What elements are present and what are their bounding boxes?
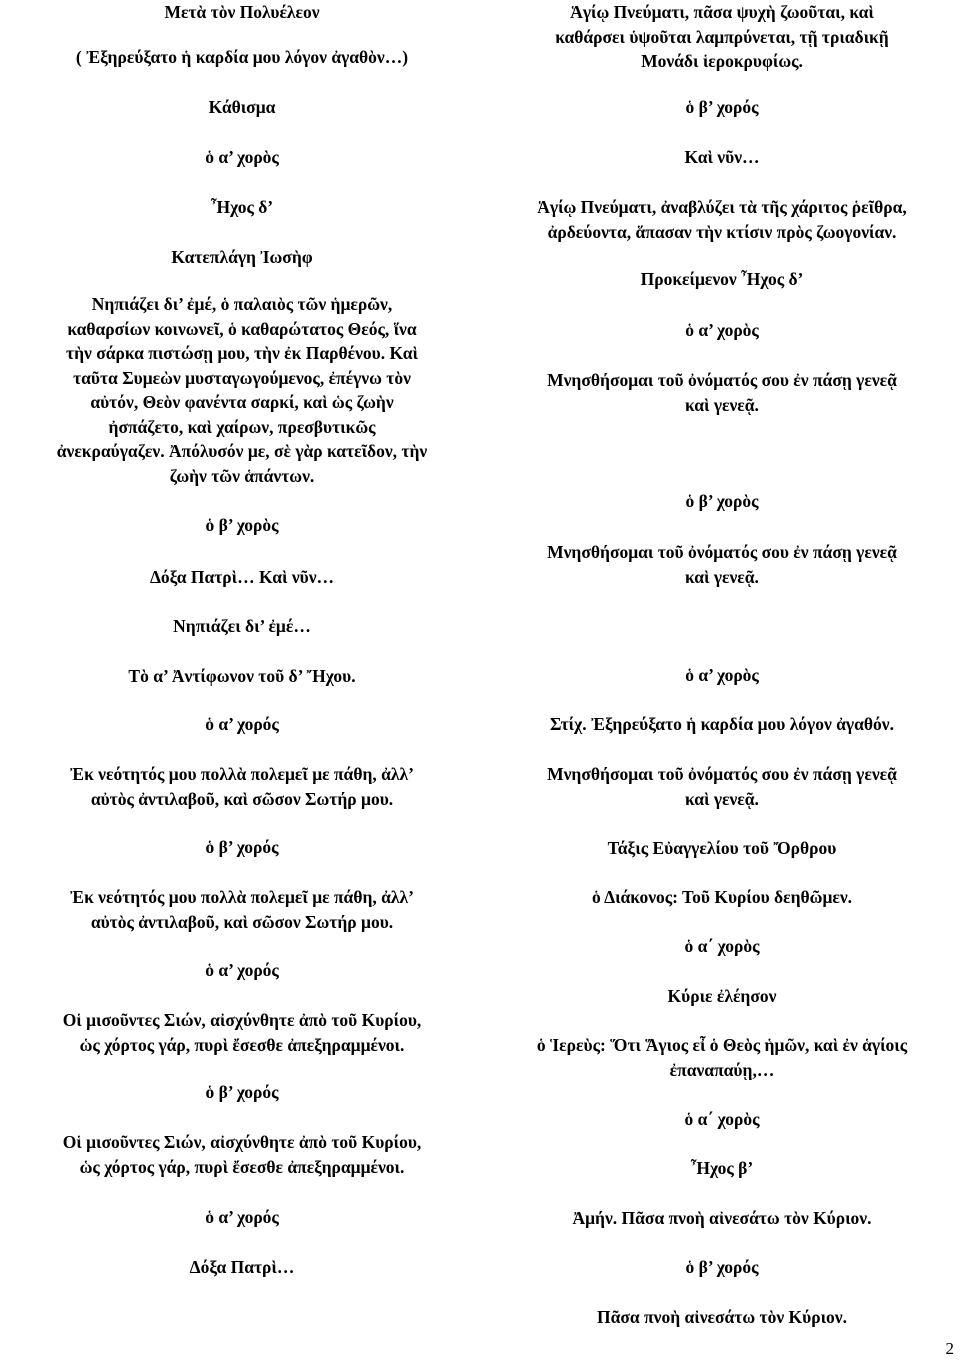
text-line: Προκείμενον Ἦχος δ’ bbox=[640, 269, 804, 289]
text-line: Νηπιάζει δι’ ἐμέ… bbox=[173, 616, 311, 636]
text-line: ὁ β’ χορός bbox=[205, 837, 279, 857]
text-line: καὶ γενεᾷ. bbox=[685, 394, 759, 415]
text-line: Κάθισμα bbox=[208, 97, 276, 117]
right-paragraph bbox=[484, 885, 960, 910]
right-paragraph bbox=[484, 0, 960, 74]
text-line: Μνησθήσομαι τοῦ ὀνόματός σου ἐν πάσῃ γενεᾷ bbox=[547, 370, 897, 390]
left-paragraph bbox=[0, 762, 484, 811]
text-line: ὁ Διάκονος: Τοῦ Κυρίου δεηθῶμεν. bbox=[591, 887, 853, 907]
right-paragraph bbox=[484, 195, 960, 244]
text-line: τὴν σάρκα πιστώσῃ μου, τὴν ἐκ Παρθένου. Καὶ bbox=[66, 343, 418, 363]
text-line: Ἦχος δ’ bbox=[210, 197, 274, 217]
left-paragraph bbox=[0, 1008, 484, 1057]
left-paragraph bbox=[0, 95, 484, 120]
right-paragraph bbox=[484, 145, 960, 170]
page-number: 2 bbox=[945, 1339, 954, 1358]
text-line: ὡς χόρτος γάρ, πυρὶ ἔσεσθε ἀπεξηραμμένοι. bbox=[79, 1034, 405, 1055]
text-line: Κατεπλάγη Ἰωσὴφ bbox=[171, 247, 313, 267]
text-line: ὁ α’ χορὸς bbox=[685, 665, 759, 685]
left-paragraph bbox=[0, 45, 484, 70]
text-line: Δόξα Πατρὶ… bbox=[189, 1257, 295, 1277]
text-line: ὁ α’ χορός bbox=[205, 960, 279, 980]
text-line: ( Ἐξηρεύξατο ἡ καρδία μου λόγον ἀγαθὸν…) bbox=[75, 47, 409, 67]
text-line: καὶ γενεᾷ. bbox=[685, 566, 759, 587]
text-line: ὁ β’ χορός bbox=[205, 1082, 279, 1102]
text-line: Μνησθήσομαι τοῦ ὀνόματός σου ἐν πάσῃ γενεᾷ bbox=[547, 764, 897, 784]
left-paragraph bbox=[0, 513, 484, 538]
text-line: Ἦχος β’ bbox=[690, 1158, 754, 1178]
text-line: Οἱ μισοῦντες Σιών, αἰσχύνθητε ἀπὸ τοῦ Κυρίου, bbox=[62, 1132, 422, 1152]
text-line: ἐπαναπαύῃ,… bbox=[669, 1059, 775, 1080]
text-line: ὡς χόρτος γάρ, πυρὶ ἔσεσθε ἀπεξηραμμένοι. bbox=[79, 1156, 405, 1177]
text-line: Τὸ α’ Ἀντίφωνον τοῦ δ’ Ἤχου. bbox=[128, 666, 356, 686]
right-paragraph bbox=[484, 712, 960, 737]
right-paragraph bbox=[484, 934, 960, 959]
left-paragraph bbox=[0, 1130, 484, 1179]
left-paragraph bbox=[0, 245, 484, 270]
text-line: Μνησθήσομαι τοῦ ὀνόματός σου ἐν πάσῃ γενεᾷ bbox=[547, 542, 897, 562]
left-paragraph bbox=[0, 958, 484, 983]
right-paragraph bbox=[484, 368, 960, 417]
text-line: ὁ α’ χορὸς bbox=[205, 147, 279, 167]
text-line: ὁ β’ χορὸς bbox=[205, 515, 279, 535]
text-line: ἀνεκραύγαζεν. Ἀπόλυσόν με, σὲ γὰρ κατεῖδον, τὴν bbox=[56, 441, 428, 461]
text-line: ὁ α΄ χορὸς bbox=[684, 936, 760, 956]
left-paragraph bbox=[0, 712, 484, 737]
right-paragraph bbox=[484, 318, 960, 343]
text-line: Ἀμήν. Πᾶσα πνοὴ αἰνεσάτω τὸν Κύριον. bbox=[572, 1208, 872, 1228]
text-line: ὁ β’ χορός bbox=[685, 97, 759, 117]
left-paragraph bbox=[0, 1205, 484, 1230]
text-line: ἠσπάζετο, καὶ χαίρων, πρεσβυτικῶς bbox=[108, 416, 376, 437]
text-line: Μονάδι ἱεροκρυφίως. bbox=[641, 51, 803, 71]
text-line: ὁ α΄ χορὸς bbox=[684, 1109, 760, 1129]
right-paragraph bbox=[484, 95, 960, 120]
text-line: ὁ Ἱερεὺς: Ὅτι Ἅγιος εἶ ὁ Θεὸς ἡμῶν, καὶ ἐν ἁγίοις bbox=[536, 1035, 908, 1055]
text-line: αὐτὸς ἀντιλαβοῦ, καὶ σῶσον Σωτήρ μου. bbox=[90, 911, 394, 932]
right-paragraph bbox=[484, 1206, 960, 1231]
text-line: καὶ γενεᾷ. bbox=[685, 788, 759, 809]
text-line: καθαρσίων κοινωνεῖ, ὁ καθαρώτατος Θεός, ἵνα bbox=[67, 318, 417, 339]
right-paragraph bbox=[484, 984, 960, 1009]
text-line: Νηπιάζει δι’ ἐμέ, ὁ παλαιὸς τῶν ἡμερῶν, bbox=[91, 294, 393, 314]
left-paragraph bbox=[0, 664, 484, 689]
left-paragraph bbox=[0, 614, 484, 639]
text-line: Τάξις Εὐαγγελίου τοῦ Ὄρθρου bbox=[607, 838, 837, 858]
left-paragraph bbox=[0, 1080, 484, 1105]
text-line: Καὶ νῦν… bbox=[684, 147, 760, 167]
text-line: αὐτὸς ἀντιλαβοῦ, καὶ σῶσον Σωτήρ μου. bbox=[90, 788, 394, 809]
right-paragraph bbox=[484, 663, 960, 688]
right-paragraph bbox=[484, 762, 960, 811]
right-paragraph bbox=[484, 1107, 960, 1132]
text-line: Οἱ μισοῦντες Σιών, αἰσχύνθητε ἀπὸ τοῦ Κυρίου, bbox=[62, 1010, 422, 1030]
text-line: Στίχ. Ἐξηρεύξατο ἡ καρδία μου λόγον ἀγαθόν. bbox=[550, 714, 894, 734]
left-paragraph bbox=[0, 145, 484, 170]
right-paragraph bbox=[484, 1033, 960, 1082]
text-line: ὁ β’ χορὸς bbox=[685, 491, 759, 511]
text-line: Ἁγίῳ Πνεύματι, ἀναβλύζει τὰ τῆς χάριτος ῥεῖθρα, bbox=[537, 197, 907, 217]
right-paragraph bbox=[484, 836, 960, 861]
left-paragraph bbox=[0, 885, 484, 934]
text-line: Ἐκ νεότητός μου πολλὰ πολεμεῖ με πάθη, ἀλλ’ bbox=[70, 887, 414, 907]
left-paragraph bbox=[0, 565, 484, 590]
text-line: Ἐκ νεότητός μου πολλὰ πολεμεῖ με πάθη, ἀλλ’ bbox=[70, 764, 414, 784]
text-line: Κύριε ἐλέησον bbox=[667, 986, 777, 1006]
right-paragraph bbox=[484, 267, 960, 292]
text-line: ὁ α’ χορός bbox=[205, 1207, 279, 1227]
text-line: ζωὴν τῶν ἁπάντων. bbox=[169, 465, 315, 486]
text-line: ὁ α’ χορός bbox=[205, 714, 279, 734]
text-line: αὐτόν, Θεὸν φανέντα σαρκί, καὶ ὡς ζωὴν bbox=[90, 392, 394, 412]
right-paragraph bbox=[484, 1305, 960, 1330]
left-paragraph bbox=[0, 835, 484, 860]
text-line: Μετὰ τὸν Πολυέλεον bbox=[164, 2, 320, 22]
text-line: ἀρδεύοντα, ἅπασαν τὴν κτίσιν πρὸς ζωογονίαν. bbox=[547, 221, 897, 242]
right-paragraph bbox=[484, 1255, 960, 1280]
text-line: ταῦτα Συμεὼν μυσταγωγούμενος, ἐπέγνω τὸν bbox=[73, 367, 411, 388]
left-paragraph bbox=[0, 292, 484, 488]
left-paragraph bbox=[0, 195, 484, 220]
text-line: Ἁγίῳ Πνεύματι, πᾶσα ψυχὴ ζωοῦται, καὶ bbox=[570, 2, 874, 22]
text-line: Δόξα Πατρὶ… Καὶ νῦν… bbox=[149, 567, 335, 587]
text-line: καθάρσει ὑψοῦται λαμπρύνεται, τῇ τριαδικῇ bbox=[555, 26, 889, 47]
right-paragraph bbox=[484, 540, 960, 589]
left-paragraph bbox=[0, 0, 484, 25]
right-paragraph bbox=[484, 1156, 960, 1181]
text-line: Πᾶσα πνοὴ αἰνεσάτω τὸν Κύριον. bbox=[597, 1307, 847, 1327]
text-line: ὁ β’ χορός bbox=[685, 1257, 759, 1277]
left-paragraph bbox=[0, 1255, 484, 1280]
right-paragraph bbox=[484, 489, 960, 514]
text-line: ὁ α’ χορὸς bbox=[685, 320, 759, 340]
